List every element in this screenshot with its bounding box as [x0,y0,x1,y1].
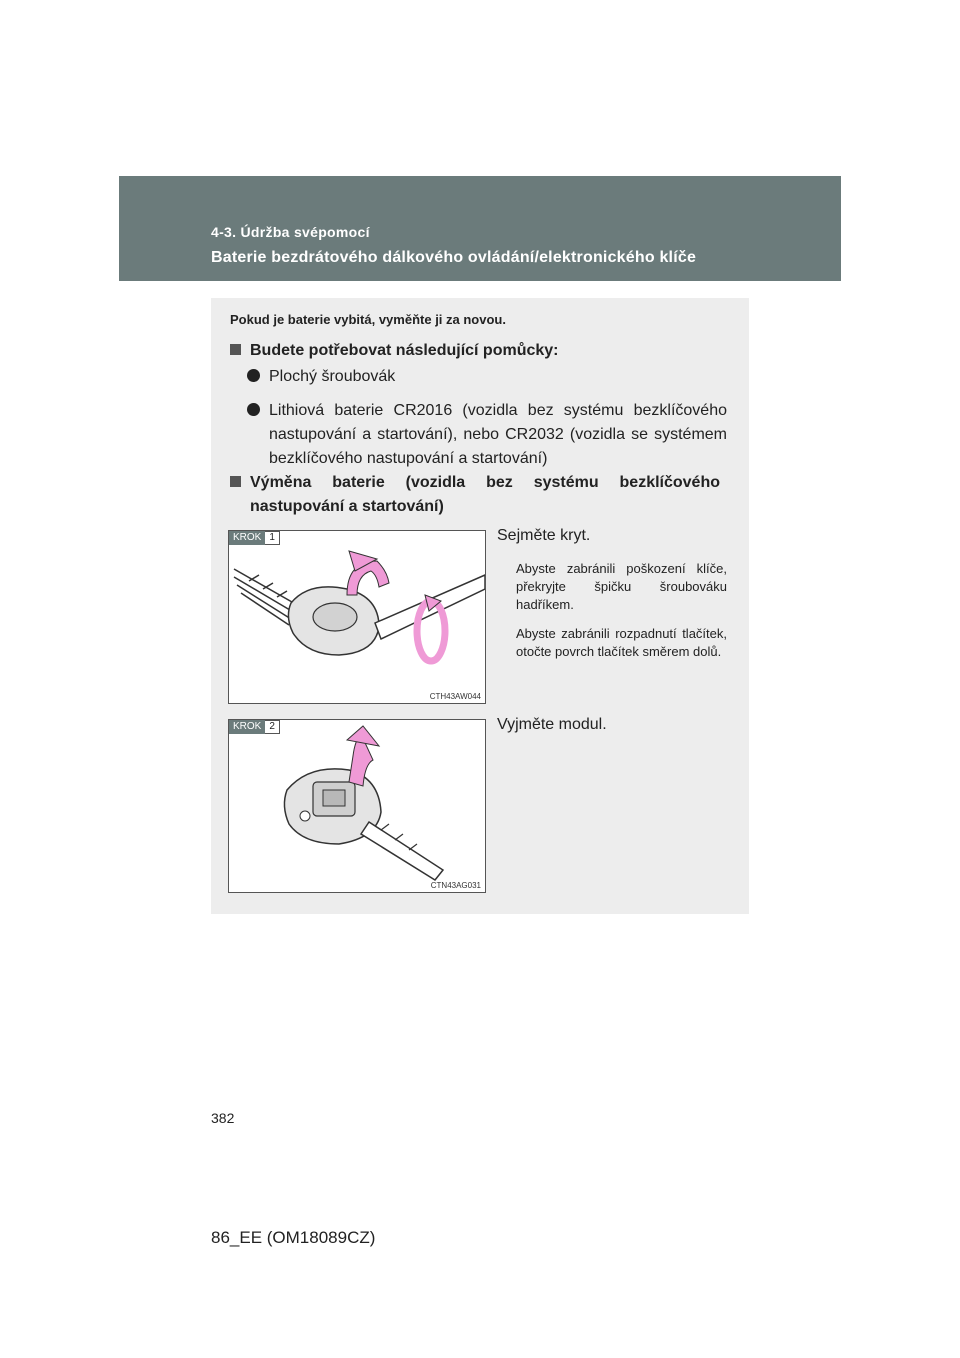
section-label: 4-3. Údržba svépomocí [211,224,370,240]
footer-code: 86_EE (OM18089CZ) [211,1228,376,1247]
replace-heading: Výměna baterie (vozidla bez systému bezklíčového nastupování a startování) [230,471,728,519]
step-1-text: Sejměte kryt. [497,527,591,544]
step-1-figure [228,530,486,704]
figure-code: CTH43AW044 [429,692,481,701]
step-2-text: Vyjměte modul. [497,716,607,733]
step-2-figure [228,719,486,893]
step-2-badge: KROK 2 [229,720,280,734]
square-bullet-icon [230,344,241,355]
module-removal-illustration [229,720,485,892]
key-cover-removal-illustration [229,531,485,703]
figure-code: CTN43AG031 [430,881,481,890]
page-title: Baterie bezdrátového dálkového ovládání/elektronického klíče [211,249,697,266]
tools-heading: Budete potřebovat následující pomůcky: [230,339,728,363]
tool-item-battery: Lithiová baterie CR2016 (vozidla bez systému bezklíčového nastupování a startování), nebo CR2032 (vozidla se systémem bezklíčového nastupování a startování) [247,399,728,471]
step-1-note-2: Abyste zabránili rozpadnutí tlačítek, otočte povrch tlačítek směrem dolů. [516,626,727,659]
page-number: 382 [211,1110,235,1126]
step-1-note-1: Abyste zabránili poškození klíče, překryjte špičku šroubováku hadříkem. [516,561,727,612]
square-bullet-icon [230,476,241,487]
tool-item-screwdriver: Plochý šroubovák [247,365,728,389]
section-header [119,176,841,281]
round-bullet-icon [247,403,260,416]
intro-text: Pokud je baterie vybitá, vyměňte ji za novou. [230,312,506,327]
round-bullet-icon [247,369,260,382]
step-1-badge: KROK 1 [229,531,280,545]
